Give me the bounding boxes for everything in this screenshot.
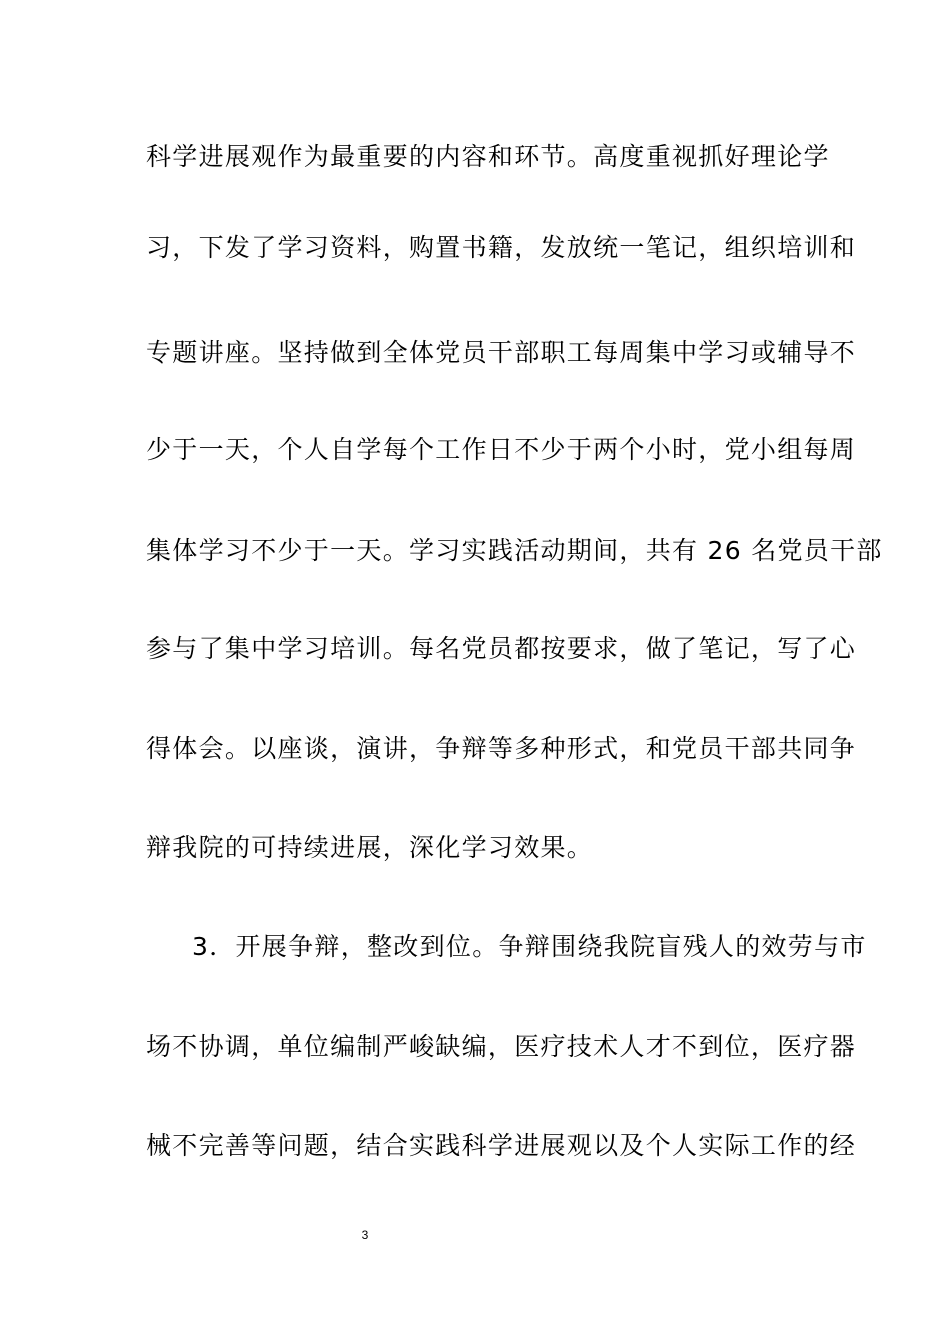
page-number: 3 bbox=[361, 1228, 369, 1242]
body-text-line: 得体会。以座谈，演讲，争辩等多种形式，和党员干部共同争 bbox=[146, 734, 857, 763]
body-text-line: 少于一天，个人自学每个工作日不少于两个小时，党小组每周 bbox=[146, 435, 857, 464]
body-text-line: 专题讲座。坚持做到全体党员干部职工每周集中学习或辅导不 bbox=[146, 338, 857, 367]
body-text-line: 场不协调，单位编制严峻缺编，医疗技术人才不到位，医疗器 bbox=[146, 1032, 857, 1061]
body-text-line: 辩我院的可持续进展，深化学习效果。 bbox=[146, 833, 594, 862]
body-text-line: 参与了集中学习培训。每名党员都按要求，做了笔记，写了心 bbox=[146, 634, 857, 663]
body-text-line: 械不完善等问题，结合实践科学进展观以及个人实际工作的经 bbox=[146, 1131, 857, 1160]
body-text-line: 集体学习不少于一天。学习实践活动期间，共有 26 名党员干部 bbox=[146, 536, 883, 565]
body-text-line: 习，下发了学习资料，购置书籍，发放统一笔记，组织培训和 bbox=[146, 233, 857, 262]
section-paragraph-start: 3．开展争辩，整改到位。争辩围绕我院盲残人的效劳与市 bbox=[192, 932, 867, 961]
body-text-line: 科学进展观作为最重要的内容和环节。高度重视抓好理论学 bbox=[146, 142, 830, 171]
